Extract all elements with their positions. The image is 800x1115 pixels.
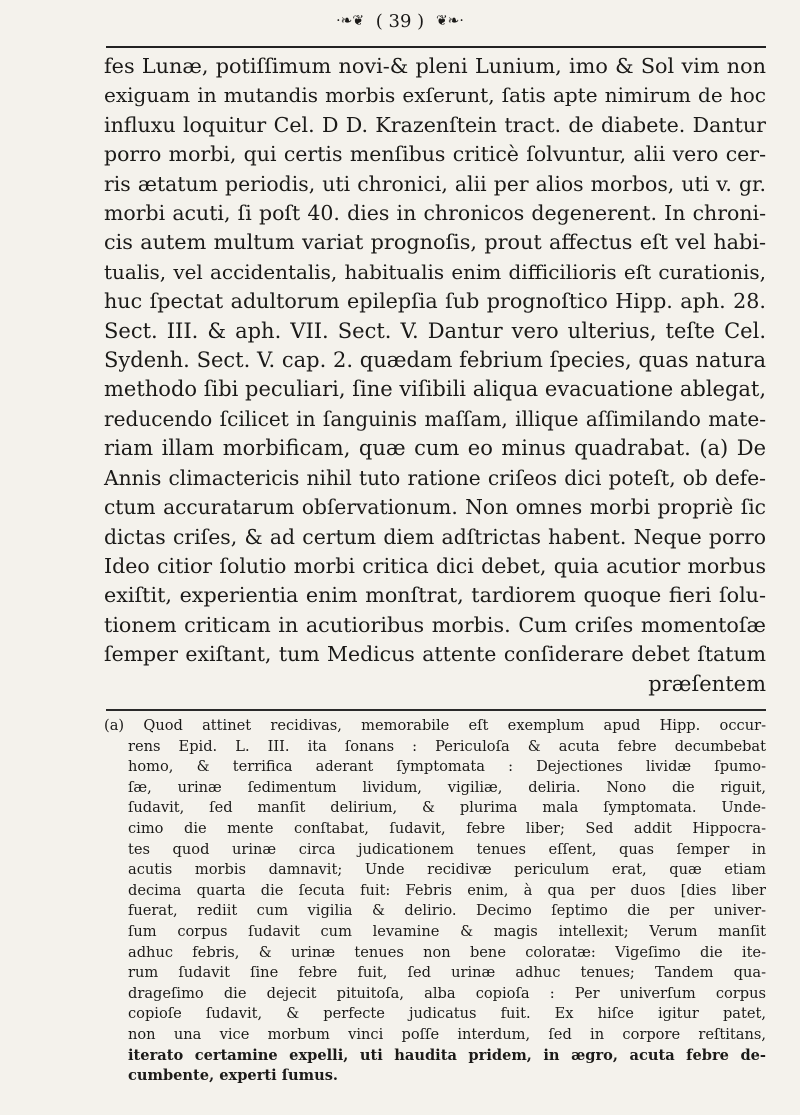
text-line: porro morbi, qui certis menſibus criticè ſolvuntur, alii vero cer- [104,142,766,167]
page-number: ( 39 ) [375,10,425,32]
footnote-line: decima quarta die ſecuta fuit: Febris enim, à qua per duos [dies liber [128,881,766,899]
text-line: Ideo citior ſolutio morbi critica dici debet, quia acutior morbus [104,553,766,578]
footnote [104,716,766,1087]
text-line: morbi acuti, ſi poſt 40. dies in chronicos degenerent. In chroni- [104,201,766,226]
text-line: Annis climactericis nihil tuto ratione criſeos dici poteſt, ob defe- [104,465,766,490]
footnote-line: cimo die mente conſtabat, ſudavit, febre liber; Sed addit Hippocra- [128,819,766,837]
text-line: tualis, vel accidentalis, habitualis enim difficilioris eſt curationis, [104,259,766,284]
footnote-line: ſum corpus ſudavit cum levamine & magis intellexit; Verum manſit [128,922,766,940]
text-line: reducendo ſcilicet in ſanguinis maſſam, illique aſſimilando mate- [104,406,766,431]
footnote-line: adhuc febris, & urinæ tenues non bene coloratæ: Vigeſimo die ite- [128,943,766,961]
footnote-line: homo, & terrifica aderant ſymptomata : Dejectiones lividæ ſpumo- [128,758,766,776]
text-line: Sect. III. & aph. VII. Sect. V. Dantur vero ulterius, teſte Cel. [104,318,766,343]
footnote-line: drageſimo die dejecit pituitoſa, alba copioſa : Per univerſum corpus [128,984,766,1002]
footnote-rule [106,709,766,711]
footnote-line: cumbente, experti ſumus. [128,1067,338,1085]
footnote-line: rens Epid. L. III. ita ſonans : Periculoſa & acuta febre decumbebat [128,737,766,755]
ornament-right: ❦❧· [435,13,464,29]
text-line: fes Lunæ, potiſſimum novi-& pleni Lunium, imo & Sol vim non [104,54,766,78]
ornament-left: ·❧❦ [336,13,365,29]
text-line: ſemper exiſtant, tum Medicus attente conſiderare debet ſtatum [104,642,766,667]
text-line: Sydenh. Sect. V. cap. 2. quædam febrium ſpecies, quas natura [104,348,766,373]
text-line: ctum accuratarum obſervationum. Non omnes morbi propriè ſic [104,495,766,520]
text-line: ris ætatum periodis, uti chronici, alii per alios morbos, uti v. gr. [104,171,766,196]
footnote-line: ſæ, urinæ ſedimentum lividum, vigiliæ, deliria. Nono die riguit, [128,778,766,796]
footnote-line: fuerat, rediit cum vigilia & delirio. Decimo ſeptimo die per univer- [128,902,766,920]
text-line: cis autem multum variat prognoſis, prout affectus eſt vel habi- [104,230,766,255]
text-line: tionem criticam in acutioribus morbis. Cum criſes momentoſæ [104,612,766,637]
footnote-line: copioſe ſudavit, & perfecte judicatus fuit. Ex hiſce igitur patet, [128,1005,766,1023]
text-line: huc ſpectat adultorum epilepſia ſub prognoſtico Hipp. aph. 28. [104,289,766,314]
footnote-line: tes quod urinæ circa judicationem tenues eſſent, quas ſemper in [128,840,766,858]
text-line: dictas criſes, & ad certum diem adſtrictas habent. Neque porro [104,524,766,549]
catchword: præſentem [648,671,766,696]
footnote-line: iterato certamine expelli, uti haudita pridem, in ægro, acuta febre de- [128,1046,766,1064]
main-text [104,52,766,699]
footnote-line: acutis morbis damnavit; Unde recidivæ periculum erat, quæ etiam [128,861,766,879]
footnote-line: (a) Quod attinet recidivas, memorabile eſt exemplum apud Hipp. occur- [104,717,766,734]
text-line: riam illam morbificam, quæ cum eo minus quadrabat. (a) De [104,436,766,461]
footnote-line: ſudavit, ſed manſit delirium, & plurima mala ſymptomata. Unde- [128,799,766,817]
text-line: methodo ſibi peculiari, ſine viſibili aliqua evacuatione ablegat, [104,377,767,402]
header-rule [106,46,766,48]
footnote-line: rum ſudavit ſine febre fuit, ſed urinæ adhuc tenues; Tandem qua- [128,964,766,982]
text-line: exiſtit, experientia enim monſtrat, tardiorem quoque fieri ſolu- [104,583,766,608]
page-header [0,10,800,32]
footnote-line: non una vice morbum vinci poſſe interdum, ſed in corpore reſtitans, [128,1025,766,1043]
text-line: exiguam in mutandis morbis exſerunt, ſatis apte nimirum de hoc [104,83,766,108]
text-line: influxu loquitur Cel. D D. Krazenſtein tract. de diabete. Dantur [104,112,766,137]
